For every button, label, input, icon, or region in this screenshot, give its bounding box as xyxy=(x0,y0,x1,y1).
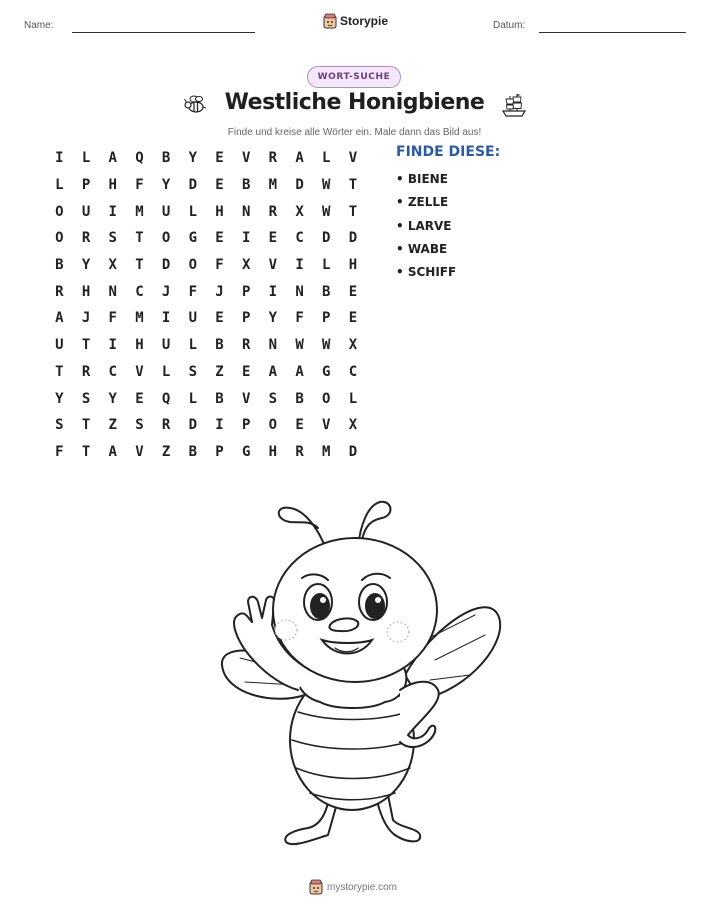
grid-cell[interactable]: Y xyxy=(81,257,91,274)
grid-cell[interactable]: P xyxy=(81,177,91,194)
grid-cell[interactable]: O xyxy=(55,230,64,247)
storypie-logo-icon xyxy=(309,879,323,895)
grid-cell[interactable]: Y xyxy=(188,150,197,167)
grid-cell[interactable]: J xyxy=(161,283,171,300)
grid-cell[interactable]: G xyxy=(188,230,197,247)
grid-cell[interactable]: N xyxy=(295,283,304,300)
grid-cell[interactable]: N xyxy=(268,337,278,354)
grid-cell[interactable]: N xyxy=(241,203,251,220)
grid-cell[interactable]: T xyxy=(55,363,64,380)
grid-cell[interactable]: E xyxy=(348,283,358,300)
grid-cell[interactable]: W xyxy=(322,203,331,220)
grid-cell[interactable]: O xyxy=(55,203,64,220)
grid-cell[interactable]: F xyxy=(188,283,197,300)
grid-cell[interactable]: X xyxy=(108,257,117,274)
grid-cell[interactable]: E xyxy=(241,363,251,380)
grid-cell[interactable]: B xyxy=(241,177,251,194)
grid-cell[interactable]: L xyxy=(161,363,171,380)
grid-cell[interactable]: Z xyxy=(108,417,117,434)
grid-cell[interactable]: V xyxy=(268,257,278,274)
grid-cell[interactable]: I xyxy=(268,283,278,300)
word-list-item: • ZELLE xyxy=(396,195,449,210)
grid-cell[interactable]: V xyxy=(348,150,358,167)
grid-cell[interactable]: H xyxy=(81,283,91,300)
grid-cell[interactable]: F xyxy=(55,443,64,460)
grid-cell[interactable]: J xyxy=(81,310,91,327)
name-line[interactable] xyxy=(72,32,255,33)
grid-cell[interactable]: R xyxy=(268,203,278,220)
grid-cell[interactable]: H xyxy=(268,443,278,460)
grid-cell[interactable]: M xyxy=(135,203,144,220)
grid-cell[interactable]: L xyxy=(81,150,91,167)
grid-cell[interactable]: U xyxy=(55,337,64,354)
grid-cell[interactable]: W xyxy=(295,337,304,354)
grid-cell[interactable]: I xyxy=(295,257,304,274)
grid-cell[interactable]: B xyxy=(215,337,224,354)
name-label: Name: xyxy=(24,20,54,31)
grid-cell[interactable]: L xyxy=(188,337,197,354)
grid-cell[interactable]: D xyxy=(322,230,331,247)
footer-url[interactable]: mystorypie.com xyxy=(327,881,398,893)
word-list-item: • LARVE xyxy=(396,218,452,233)
grid-cell[interactable]: X xyxy=(348,337,358,354)
grid-cell[interactable]: V xyxy=(322,417,331,434)
grid-cell[interactable]: F xyxy=(295,310,304,327)
grid-cell[interactable]: A xyxy=(295,150,304,167)
grid-cell[interactable]: T xyxy=(348,203,358,220)
page-title: Westliche Honigbiene xyxy=(224,90,485,115)
grid-cell[interactable]: H xyxy=(135,337,144,354)
grid-cell[interactable]: Y xyxy=(268,310,278,327)
grid-cell[interactable]: X xyxy=(295,203,304,220)
grid-cell[interactable]: F xyxy=(215,257,224,274)
grid-cell[interactable]: B xyxy=(215,390,224,407)
word-search-grid[interactable] xyxy=(46,145,366,465)
grid-cell[interactable]: L xyxy=(55,177,64,194)
grid-cell[interactable]: R xyxy=(161,417,171,434)
grid-cell[interactable]: I xyxy=(215,417,224,434)
grid-cell[interactable]: T xyxy=(81,337,91,354)
grid-cell[interactable]: Q xyxy=(135,150,144,167)
grid-cell[interactable]: Z xyxy=(161,443,171,460)
grid-cell[interactable]: A xyxy=(295,363,304,380)
grid-cell[interactable]: O xyxy=(161,230,171,247)
grid-cell[interactable]: Z xyxy=(215,363,224,380)
footer xyxy=(309,879,397,895)
word-list-item: • SCHIFF xyxy=(396,265,457,280)
date-line[interactable] xyxy=(539,32,686,33)
bee-illustration[interactable] xyxy=(200,490,510,860)
grid-cell[interactable]: E xyxy=(215,230,224,247)
grid-cell[interactable]: P xyxy=(215,443,224,460)
word-list-item: • BIENE xyxy=(396,172,448,186)
date-label: Datum: xyxy=(493,20,526,31)
grid-cell[interactable]: F xyxy=(135,177,144,194)
grid-cell[interactable]: W xyxy=(322,337,331,354)
grid-cell[interactable]: B xyxy=(161,150,171,167)
grid-cell[interactable]: P xyxy=(241,283,251,300)
grid-cell[interactable]: V xyxy=(241,150,251,167)
grid-cell[interactable]: M xyxy=(322,443,331,460)
grid-cell[interactable]: H xyxy=(348,257,358,274)
grid-cell[interactable]: X xyxy=(348,417,358,434)
grid-cell[interactable]: L xyxy=(348,390,358,407)
grid-cell[interactable]: A xyxy=(55,310,64,327)
grid-cell[interactable]: L xyxy=(322,257,331,274)
grid-cell[interactable]: O xyxy=(188,257,197,274)
brand xyxy=(323,13,388,29)
grid-cell[interactable]: I xyxy=(55,150,64,167)
grid-cell[interactable]: R xyxy=(55,283,64,300)
grid-cell[interactable]: R xyxy=(295,443,304,460)
grid-cell[interactable]: T xyxy=(135,257,144,274)
grid-cell[interactable]: W xyxy=(322,177,331,194)
storypie-logo-icon xyxy=(323,13,337,29)
grid-cell[interactable]: H xyxy=(108,177,117,194)
grid-cell[interactable]: P xyxy=(322,310,331,327)
grid-cell[interactable]: L xyxy=(188,390,197,407)
grid-cell[interactable]: V xyxy=(135,363,144,380)
grid-cell[interactable]: L xyxy=(322,150,331,167)
grid-cell[interactable]: S xyxy=(55,417,64,434)
grid-cell[interactable]: S xyxy=(81,390,91,407)
grid-cell[interactable]: Q xyxy=(161,390,171,407)
grid-cell[interactable]: T xyxy=(81,417,91,434)
grid-cell[interactable]: E xyxy=(295,417,304,434)
grid-cell[interactable]: S xyxy=(135,417,144,434)
grid-cell[interactable]: A xyxy=(108,150,117,167)
grid-cell[interactable]: A xyxy=(268,363,278,380)
grid-cell[interactable]: L xyxy=(188,203,197,220)
grid-cell[interactable]: G xyxy=(322,363,331,380)
category-badge: WORT-SUCHE xyxy=(307,66,401,88)
grid-cell[interactable]: C xyxy=(108,363,117,380)
grid-cell[interactable]: Y xyxy=(108,390,117,407)
grid-cell[interactable]: S xyxy=(108,230,117,247)
grid-cell[interactable]: T xyxy=(135,230,144,247)
grid-cell[interactable]: C xyxy=(135,283,144,300)
grid-cell[interactable]: I xyxy=(241,230,251,247)
grid-cell[interactable]: U xyxy=(161,203,171,220)
grid-cell[interactable]: B xyxy=(55,257,64,274)
grid-cell[interactable]: E xyxy=(215,150,224,167)
word-list-title: FINDE DIESE: xyxy=(396,144,501,160)
grid-cell[interactable]: X xyxy=(241,257,251,274)
grid-cell[interactable]: D xyxy=(295,177,304,194)
grid-cell[interactable]: P xyxy=(241,310,251,327)
grid-cell[interactable]: H xyxy=(215,203,224,220)
grid-cell[interactable]: E xyxy=(348,310,358,327)
grid-cell[interactable]: U xyxy=(188,310,197,327)
grid-cell[interactable]: D xyxy=(188,417,197,434)
grid-cell[interactable]: I xyxy=(161,310,171,327)
grid-cell[interactable]: J xyxy=(215,283,224,300)
grid-cell[interactable]: B xyxy=(295,390,304,407)
grid-cell[interactable]: E xyxy=(215,177,224,194)
grid-cell[interactable]: D xyxy=(348,443,358,460)
grid-cell[interactable]: P xyxy=(241,417,251,434)
grid-cell[interactable]: A xyxy=(108,443,117,460)
grid-cell[interactable]: U xyxy=(161,337,171,354)
word-list xyxy=(396,144,500,288)
grid-cell[interactable]: N xyxy=(108,283,117,300)
grid-cell[interactable]: E xyxy=(135,390,144,407)
grid-cell[interactable]: I xyxy=(108,337,117,354)
grid-cell[interactable]: F xyxy=(108,310,117,327)
grid-cell[interactable]: I xyxy=(108,203,117,220)
grid-cell[interactable]: U xyxy=(81,203,91,220)
grid-cell[interactable]: S xyxy=(268,390,278,407)
grid-cell[interactable]: V xyxy=(241,390,251,407)
grid-cell[interactable]: O xyxy=(268,417,278,434)
grid-cell[interactable]: C xyxy=(295,230,304,247)
grid-cell[interactable]: C xyxy=(348,363,358,380)
grid-cell[interactable]: E xyxy=(268,230,278,247)
grid-cell[interactable]: G xyxy=(241,443,251,460)
brand-name: Storypie xyxy=(340,14,389,28)
grid-cell[interactable]: Y xyxy=(55,390,64,407)
grid-cell[interactable]: T xyxy=(348,177,358,194)
grid-cell[interactable]: Y xyxy=(161,177,171,194)
grid-cell[interactable]: S xyxy=(188,363,197,380)
grid-cell[interactable]: M xyxy=(268,177,278,194)
instructions: Finde und kreise alle Wörter ein. Male dann das Bild aus! xyxy=(227,127,482,138)
grid-cell[interactable]: R xyxy=(81,363,91,380)
grid-cell[interactable]: B xyxy=(322,283,331,300)
ship-icon xyxy=(501,92,527,118)
grid-cell[interactable]: O xyxy=(322,390,331,407)
grid-cell[interactable]: R xyxy=(241,337,251,354)
grid-cell[interactable]: V xyxy=(135,443,144,460)
grid-cell[interactable]: D xyxy=(188,177,197,194)
grid-cell[interactable]: R xyxy=(268,150,278,167)
grid-cell[interactable]: D xyxy=(348,230,358,247)
grid-cell[interactable]: E xyxy=(215,310,224,327)
grid-cell[interactable]: T xyxy=(81,443,91,460)
word-list-item: • WABE xyxy=(396,241,448,256)
grid-cell[interactable]: R xyxy=(81,230,91,247)
grid-cell[interactable]: D xyxy=(161,257,171,274)
grid-cell[interactable]: B xyxy=(188,443,197,460)
grid-cell[interactable]: M xyxy=(135,310,144,327)
